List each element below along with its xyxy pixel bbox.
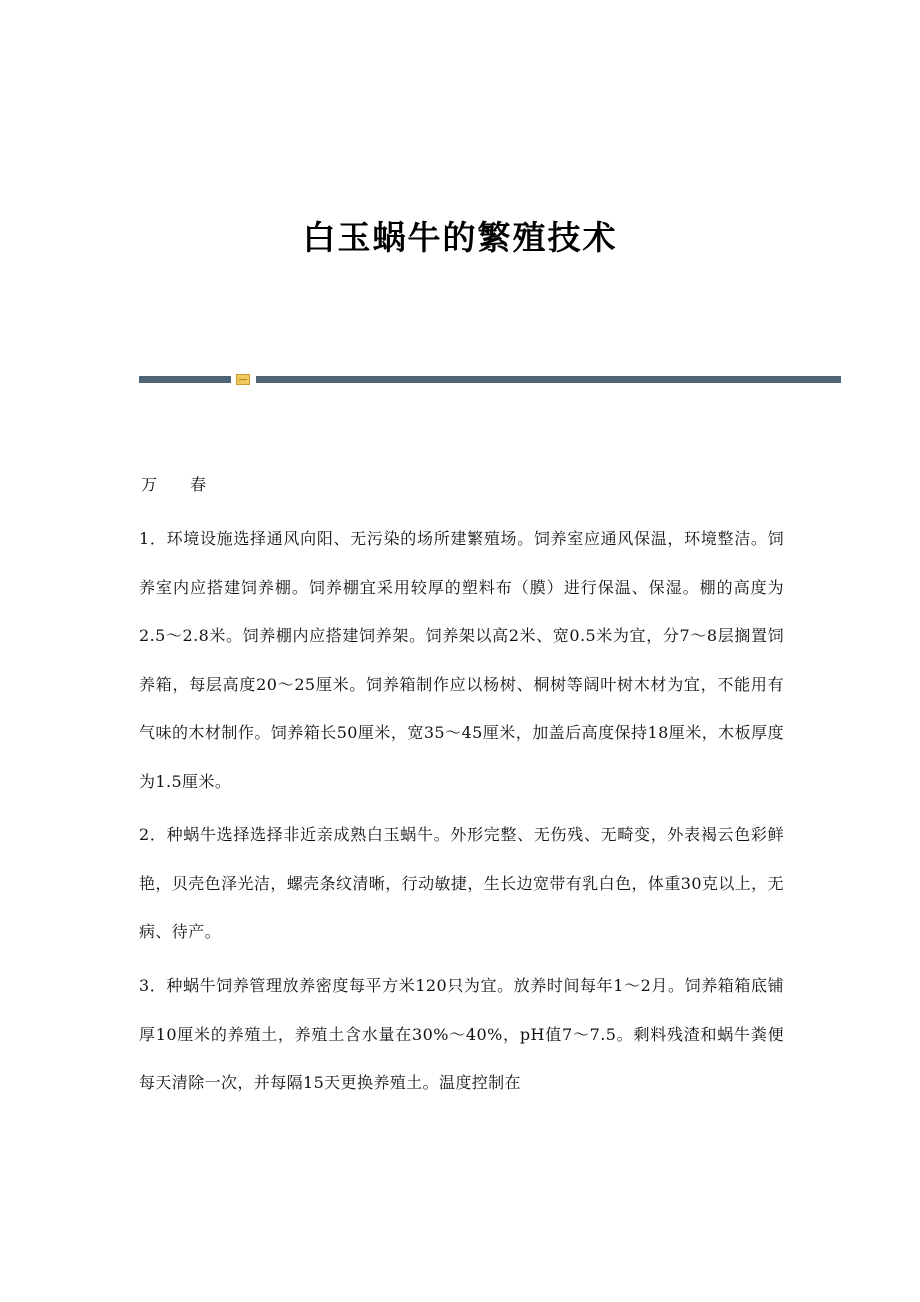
divider-bar-left <box>139 376 231 383</box>
paragraph-breeding-snail-management: 3．种蜗牛饲养管理放养密度每平方米120只为宜。放养时间每年1～2月。饲养箱箱底铺厚10厘米的养殖土，养殖土含水量在30%～40%，pH值7～7.5。剩料残渣和蜗牛粪便每天清除一次，并每隔15天更换养殖土。温度控制在 <box>139 976 784 1092</box>
divider-bar-right <box>256 376 841 383</box>
document-title: 白玉蜗牛的繁殖技术 <box>302 218 618 257</box>
title-divider <box>139 374 841 384</box>
paragraph-breeding-snail-selection: 2．种蜗牛选择选择非近亲成熟白玉蜗牛。外形完整、无伤残、无畸变，外表褐云色彩鲜艳，贝壳色泽光洁，螺壳条纹清晰，行动敏捷，生长边宽带有乳白色，体重30克以上，无病、待产。 <box>139 825 784 941</box>
author-name: 万 春 <box>141 475 221 494</box>
divider-ornament-icon <box>236 374 250 385</box>
paragraph-environment: 1．环境设施选择通风向阳、无污染的场所建繁殖场。饲养室应通风保温，环境整洁。饲养室内应搭建饲养棚。饲养棚宜采用较厚的塑料布（膜）进行保温、保湿。棚的高度为2.5～2.8米。饲养棚内应搭建饲养架。饲养架以高2米、宽0.5米为宜，分7～8层搁置饲养箱，每层高度20～25厘米。饲养箱制作应以杨树、桐树等阔叶树木材为宜，不能用有气味的木材制作。饲养箱长50厘米，宽35～45厘米，加盖后高度保持18厘米，木板厚度为1.5厘米。 <box>139 529 784 791</box>
